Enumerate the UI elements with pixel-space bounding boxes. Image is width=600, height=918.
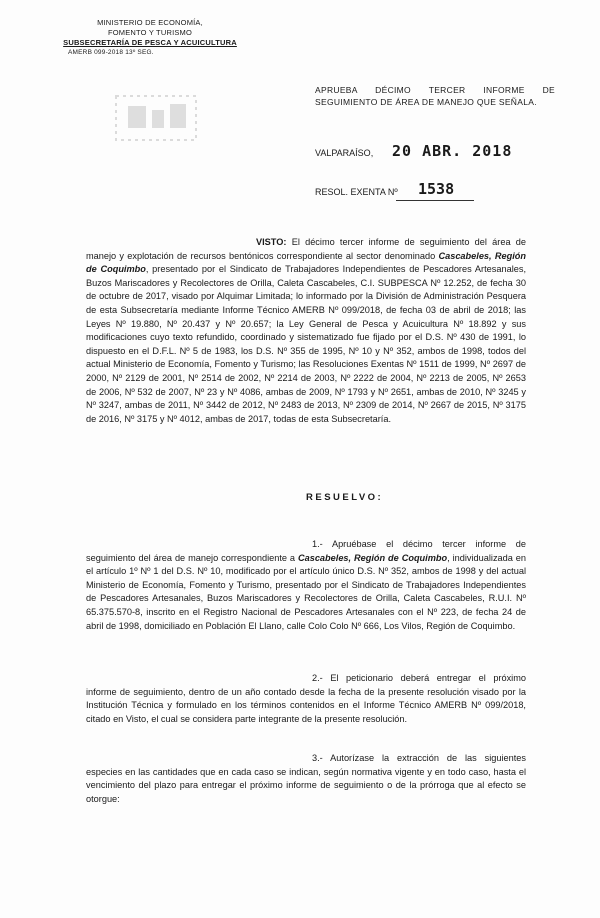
visto-text-before: El décimo tercer informe de seguimiento del área de manejo y explotación de recursos bentónicos correspondiente al sector denominado	[86, 237, 526, 261]
visto-label: VISTO:	[256, 237, 287, 247]
item-3-number: 3.-	[312, 753, 323, 763]
visto-paragraph	[86, 236, 526, 426]
ministry-line-1: MINISTERIO DE ECONOMÍA,	[97, 18, 203, 27]
faded-stamp-icon	[106, 88, 206, 148]
visto-text-after: , presentado por el Sindicato de Trabajadores Independientes de Pescadores Artesanales, Buzos Mariscadores y Recolectores de Orilla, Caleta Cascabeles, C.I. SUBPESCA Nº 12.252, de fecha 30 de octubre de 2017, visado por Alquimar Limitada; lo informado por la División de Administración Pesquera de esta Subsecretaría mediante Informe Técnico AMERB Nº 099/2018, de fecha 03 de abril de 2018; las Leyes Nº 19.880, Nº 20.437 y Nº 20.657; la Ley General de Pesca y Acuicultura Nº 18.892 y sus modificaciones cuyo texto refundido, coordinado y sistematizado fue fijado por el D.S. Nº 430 de 1991, lo dispuesto en el D.F.L. Nº 5 de 1983, los D.S. Nº 355 de 1995, Nº 10 y Nº 352, ambos de 1998, todos del actual Ministerio de Economía, Fomento y Turismo; las Resoluciones Exentas Nº 1511 de 1999, Nº 2697 de 2000, Nº 2129 de 2001, Nº 2514 de 2002, Nº 2214 de 2003, Nº 2222 de 2004, Nº 2213 de 2005, Nº 2653 de 2006, Nº 532 de 2007, Nº 23 y Nº 4086, ambas de 2009, Nº 1793 y Nº 2651, ambas de 2010, Nº 3245 y Nº 3247, ambas de 2011, Nº 3442 de 2012, Nº 2483 de 2013, Nº 2309 de 2014, Nº 2667 de 2015, Nº 3175 de 2016, Nº 3175 y Nº 4012, ambas de 2017, todas de esta Subsecretaría.	[86, 264, 526, 424]
date-stamp: 20 ABR. 2018	[392, 142, 513, 160]
item-1-text-before: Apruébase el décimo tercer informe de seguimiento del área de manejo correspondiente a	[86, 539, 527, 563]
item-2-number: 2.-	[312, 673, 323, 683]
item-1-sector: Cascabeles, Región de Coquimbo	[297, 552, 448, 563]
resolution-number: 1538	[418, 180, 455, 198]
item-1-text-after: , individualizada en el artículo 1º Nº 1 del D.S. Nº 10, modificado por el artículo único D.S. Nº 352, ambos de 1998 y del actual Ministerio de Economía, Fomento y Turismo, presentado por el Sindicato de Trabajadores Independientes de Pescadores Artesanales, Buzos Mariscadores y Recolectores de Orilla, Caleta Cascabeles, R.U.I. Nº 65.375.570-8, inscrito en el Registro Nacional de Pescadores Artesanales con el Nº 223, de fecha 24 de abril de 1998, domiciliado en Población El Llano, calle Colo Colo Nº 666, Los Vilos, Región de Coquimbo.	[86, 552, 527, 631]
subsecretaria-name: SUBSECRETARÍA DE PESCA Y ACUICULTURA	[63, 38, 237, 47]
item-3-text: Autorízase la extracción de las siguientes especies en las cantidades que en cada caso se indican, según normativa vigente y en todo caso, hasta el vencimiento del plazo para entregar el próximo informe de seguimiento o de la prórroga que al efecto se otorgue:	[86, 753, 527, 804]
resolution-underline	[396, 200, 474, 201]
ministry-line-2: FOMENTO Y TURISMO	[107, 28, 193, 37]
visto-sector: Cascabeles, Región de Coquimbo	[86, 250, 526, 275]
item-2-paragraph	[86, 672, 526, 726]
document-title: APRUEBA DÉCIMO TERCER INFORME DE SEGUIMIENTO DE ÁREA DE MANEJO QUE SEÑALA.	[315, 85, 555, 107]
resuelvo-heading: RESUELVO:	[306, 492, 384, 503]
item-1-paragraph	[86, 538, 526, 633]
item-3-paragraph	[86, 752, 526, 806]
item-1-number: 1.-	[312, 539, 323, 549]
resolution-label: RESOL. EXENTA Nº	[315, 187, 398, 197]
document-reference: AMERB 099-2018 13º SEG.	[68, 49, 154, 56]
ministry-header	[50, 18, 250, 58]
place-label: VALPARAÍSO,	[315, 148, 374, 158]
item-2-text: El peticionario deberá entregar el próximo informe de seguimiento, dentro de un año contado desde la fecha de la presente resolución visado por la Institución Técnica y formulado en los términos contenidos en el Informe Técnico AMERB Nº 099/2018, citado en Visto, el cual se considera parte integrante de la presente resolución.	[86, 673, 526, 724]
